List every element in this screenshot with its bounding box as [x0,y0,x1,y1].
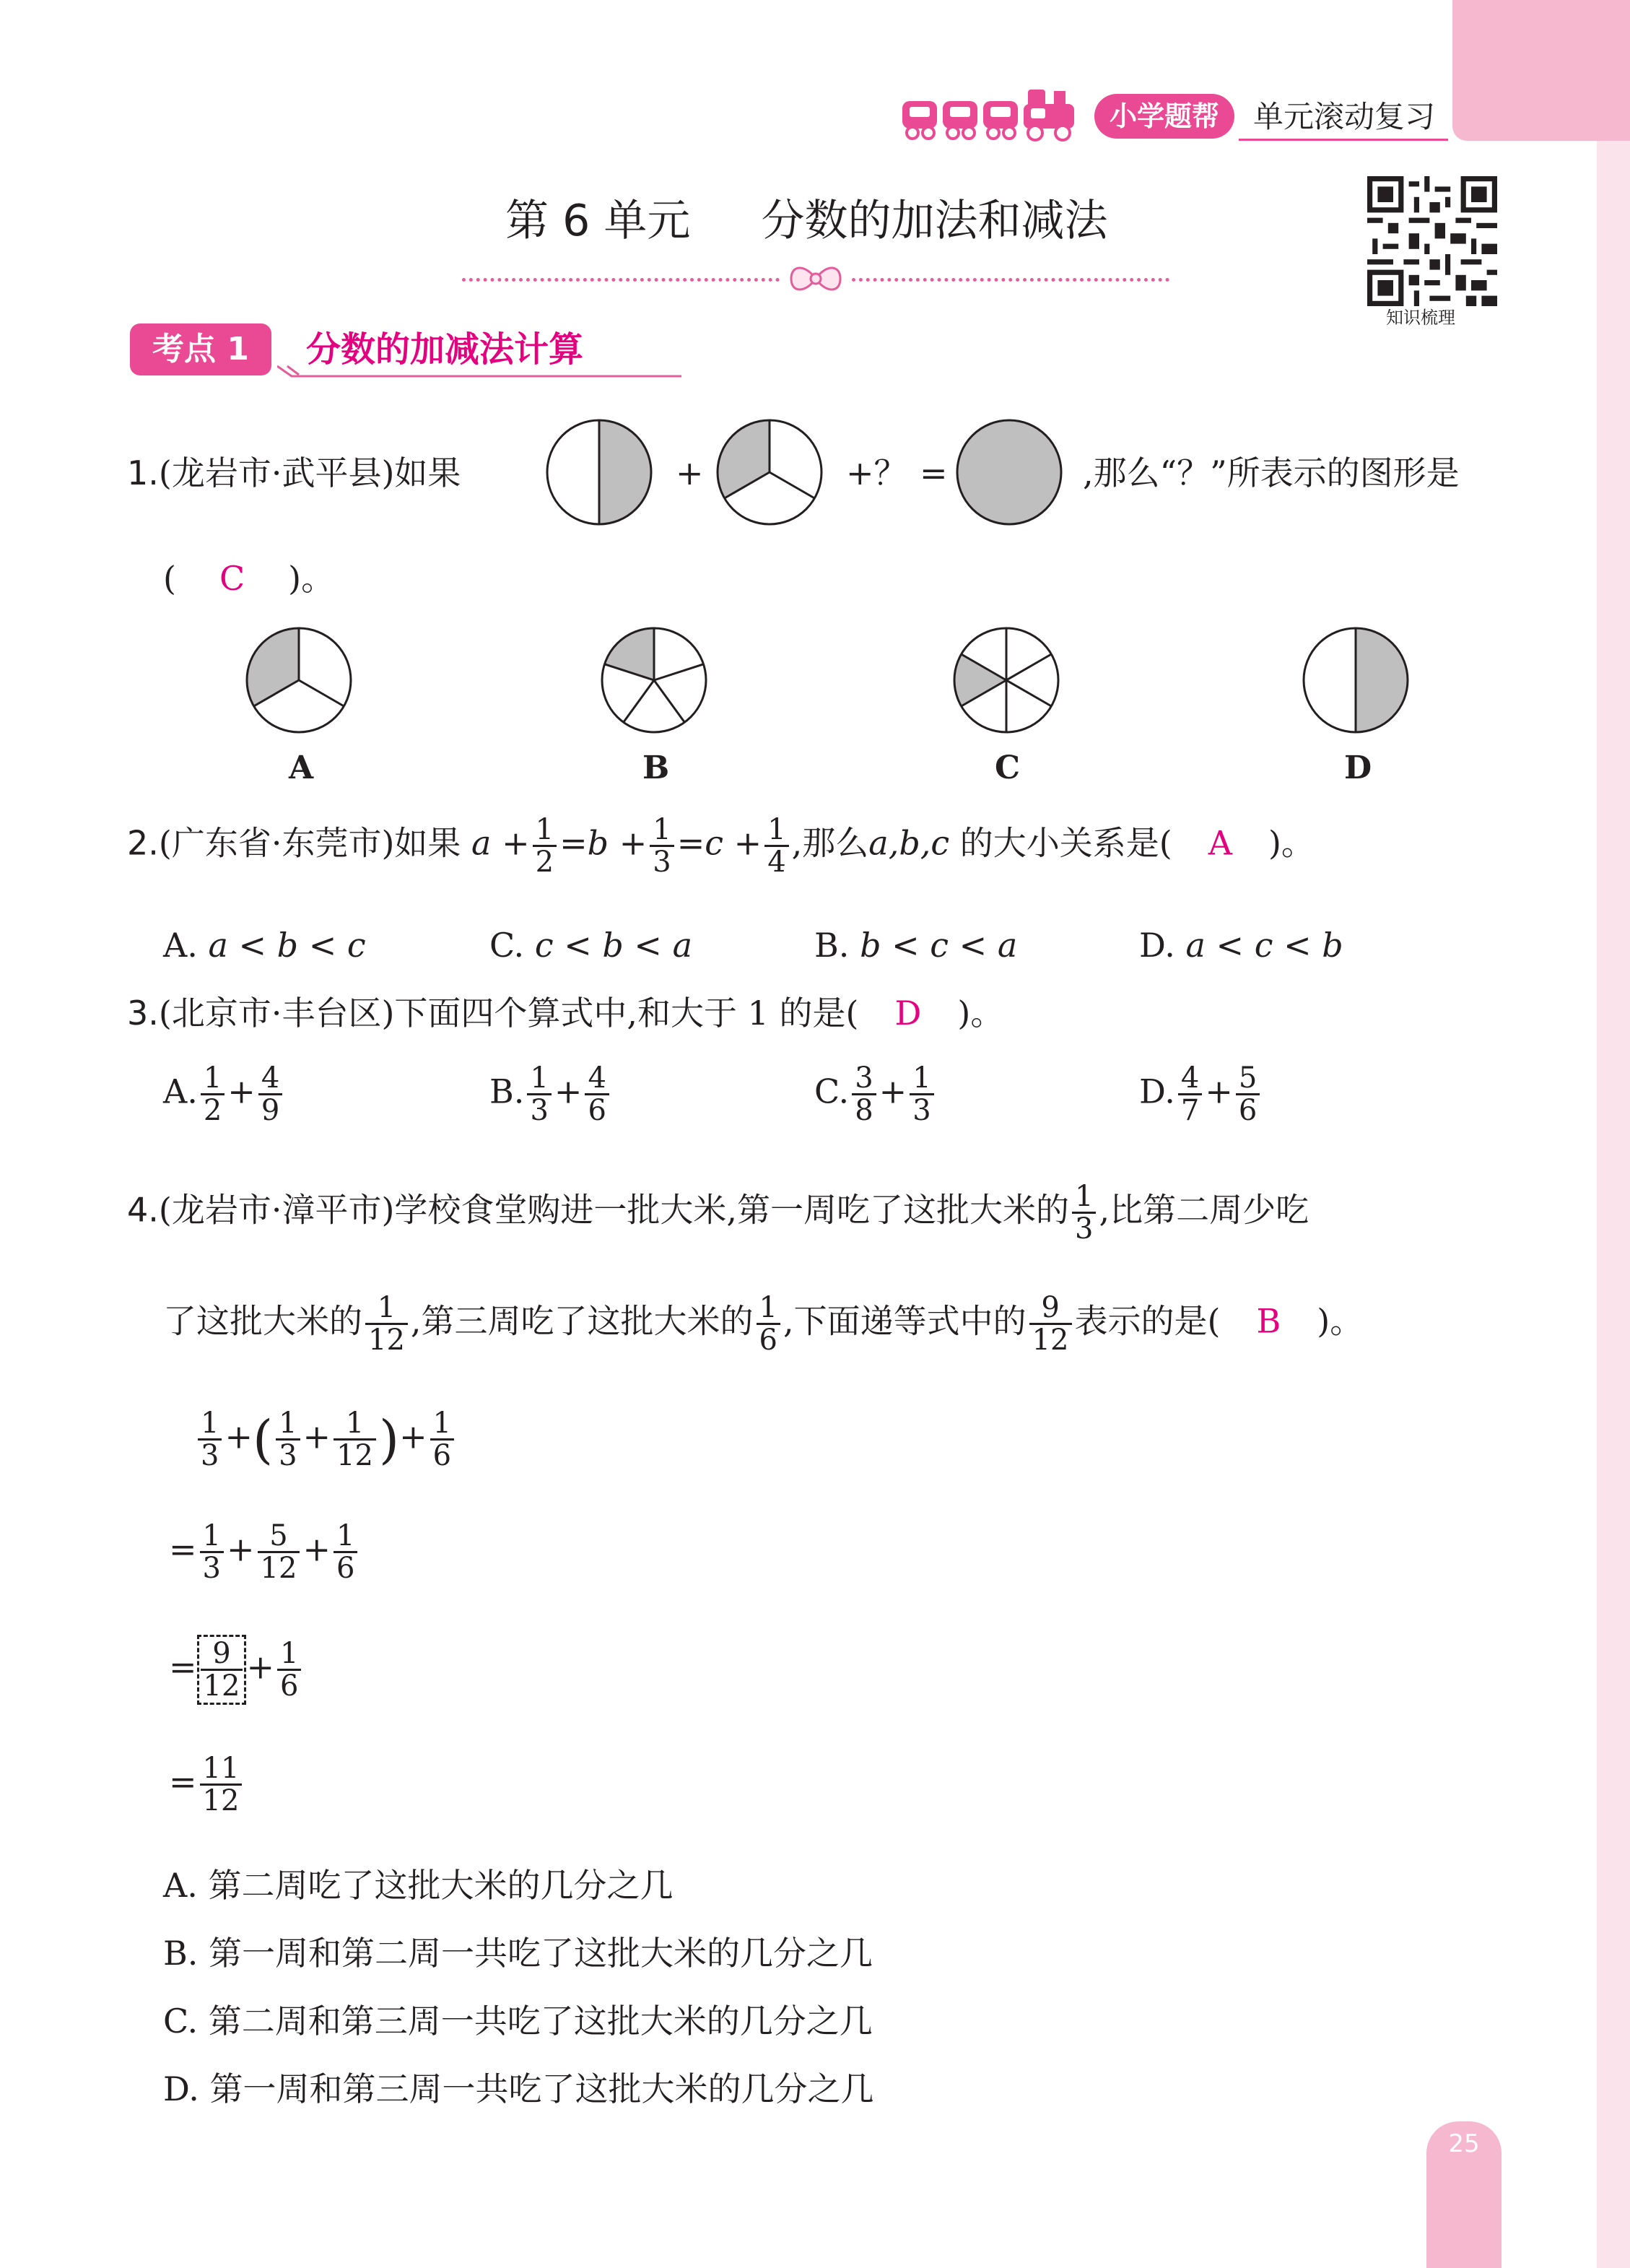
header-pink-band [1452,0,1630,141]
q2-vars: a,b,c [868,823,950,863]
q2-prefix: 如果 [394,823,461,863]
q1-option-a-label: A [289,750,314,786]
q4-calc-step-4: = $\frac{11}{12}$ [169,1753,245,1816]
right-pink-edge [1597,141,1630,2268]
q1-option-b-label: B [642,750,670,786]
q4-calc-step-2: = $\frac{1}{3}$ + $\frac{5}{12}$ + $\frac{1}{6}$ [169,1521,360,1583]
q4-line-2: 了这批大米的 $\frac{1}{12}$ ,第三周吃了这批大米的 $\frac{1}{6}$ ,下面递等式中的 $\frac{9}{12}$ 表示的是( B )。 [163,1291,1364,1357]
q4-number: 4. [127,1190,159,1230]
q3-source: (北京市·丰台区) [158,994,395,1033]
q2-suffix-pre: ,那么 [791,823,869,863]
q4-source: (龙岩市·漳平市) [158,1190,395,1230]
q1-equals: = [920,453,948,492]
q2-answer: A [1208,823,1232,863]
q4-fraction-1-12: $\frac{1}{12}$ [365,1292,408,1355]
q1-line [127,453,461,492]
q2-line [127,814,1315,877]
q4-option-c: C. 第二周和第三周一共吃了这批大米的几分之几 [163,2002,873,2041]
q1-option-c-pie [951,625,1061,735]
q1-suffix: ,那么“？”所表示的图形是 [1083,453,1460,492]
q1-option-d-pie [1301,625,1411,735]
q4-boxed-fraction: $\frac{9}{12}$ [197,1635,247,1705]
q3-text: 下面四个算式中,和大于 1 的是( [394,994,859,1033]
q2-option-c: C. c < b < a [489,926,693,965]
q1-answer-line [163,559,335,598]
q1-figure-half [544,417,654,527]
q2-fraction-1-2: $\frac{1}{2}$ [533,814,557,877]
q4-option-a: A. 第二周吃了这批大米的几分之几 [163,1866,674,1905]
q3-option-a: A. $\frac{1}{2}$ + $\frac{4}{9}$ [163,1063,285,1126]
q3-number: 3. [127,994,159,1033]
q3-answer: D [894,994,922,1033]
q1-option-d-label: D [1344,750,1372,786]
q3-option-c: C. $\frac{3}{8}$ + $\frac{1}{3}$ [814,1063,937,1126]
q2-fraction-1-3: $\frac{1}{3}$ [650,814,674,877]
q3-option-b: B. $\frac{1}{3}$ + $\frac{4}{6}$ [489,1063,612,1126]
series-title: 单元滚动复习 [1253,99,1436,134]
header-rule [1239,139,1448,141]
q2-var-a: a [471,823,492,863]
q2-plus: + [733,823,762,863]
title-divider-right [852,278,1169,282]
section-tag: 考点 1 [130,323,271,375]
q3-close: )。 [957,994,1004,1033]
q2-suffix: 的大小关系是( [959,823,1172,863]
q2-var-b: b [587,823,609,863]
q1-paren-close: )。 [288,559,335,598]
title-divider-left [462,278,780,282]
q4-option-b: B. 第一周和第二周一共吃了这批大米的几分之几 [163,1934,873,1973]
unit-topic: 分数的加法和减法 [761,196,1108,246]
q1-option-b-pie [599,625,709,735]
q4-option-d: D. 第一周和第三周一共吃了这批大米的几分之几 [163,2069,874,2108]
q2-eq: = [676,823,705,863]
qr-caption: 知识梳理 [1386,308,1455,328]
q2-eq: = [559,823,588,863]
q4-fraction-1-3: $\frac{1}{3}$ [1072,1181,1096,1244]
q2-var-c: c [705,823,724,863]
q1-answer: C [219,559,245,598]
section-heading: 分数的加减法计算 [306,329,584,370]
q2-close: )。 [1268,823,1315,863]
q1-option-c-label: C [995,750,1021,786]
q4-fraction-9-12: $\frac{9}{12}$ [1029,1292,1072,1355]
train-icon [901,85,1081,146]
q2-fraction-1-4: $\frac{1}{4}$ [764,814,788,877]
unit-number: 第 6 单元 [505,196,691,246]
q2-number: 2. [127,823,159,863]
q2-option-a: A. a < b < c [163,926,366,965]
q1-figure-third [715,417,824,527]
q1-figure-whole [954,417,1064,527]
qr-code [1367,176,1497,309]
q1-paren-open: ( [163,559,176,598]
section-underline [277,365,681,382]
q2-option-b: B. b < c < a [814,926,1018,965]
q4-calc-step-1: $\frac{1}{3}$ +( $\frac{1}{3}$ + $\frac{1}{12}$ )+ $\frac{1}{6}$ [195,1408,457,1471]
page-number: 25 [1426,2121,1502,2268]
q4-answer: B [1256,1301,1281,1341]
q1-number: 1. [127,453,159,492]
unit-title [505,196,1108,246]
q2-option-d: D. a < c < b [1139,926,1343,965]
q3-option-d: D. $\frac{4}{7}$ + $\frac{5}{6}$ [1139,1063,1263,1126]
q3-line [127,994,1004,1033]
q1-plus-1: + [676,453,704,492]
brand-badge: 小学题帮 [1094,94,1234,139]
q2-plus: + [502,823,530,863]
q4-calc-step-3: = $\frac{9}{12}$ + $\frac{1}{6}$ [169,1635,304,1705]
q1-option-a-pie [244,625,354,735]
q2-plus: + [619,823,648,863]
q1-prefix: 如果 [394,453,461,492]
q2-source: (广东省·东莞市) [158,823,395,863]
q1-source: (龙岩市·武平县) [158,453,395,492]
q4-fraction-1-6: $\frac{1}{6}$ [757,1292,780,1355]
q4-line-1: 4.(龙岩市·漳平市)学校食堂购进一批大米,第一周吃了这批大米的 $\frac{1}{3}$ ,比第二周少吃 [127,1180,1309,1246]
bow-icon [787,261,845,299]
q1-plus-question: +？ [846,453,907,492]
